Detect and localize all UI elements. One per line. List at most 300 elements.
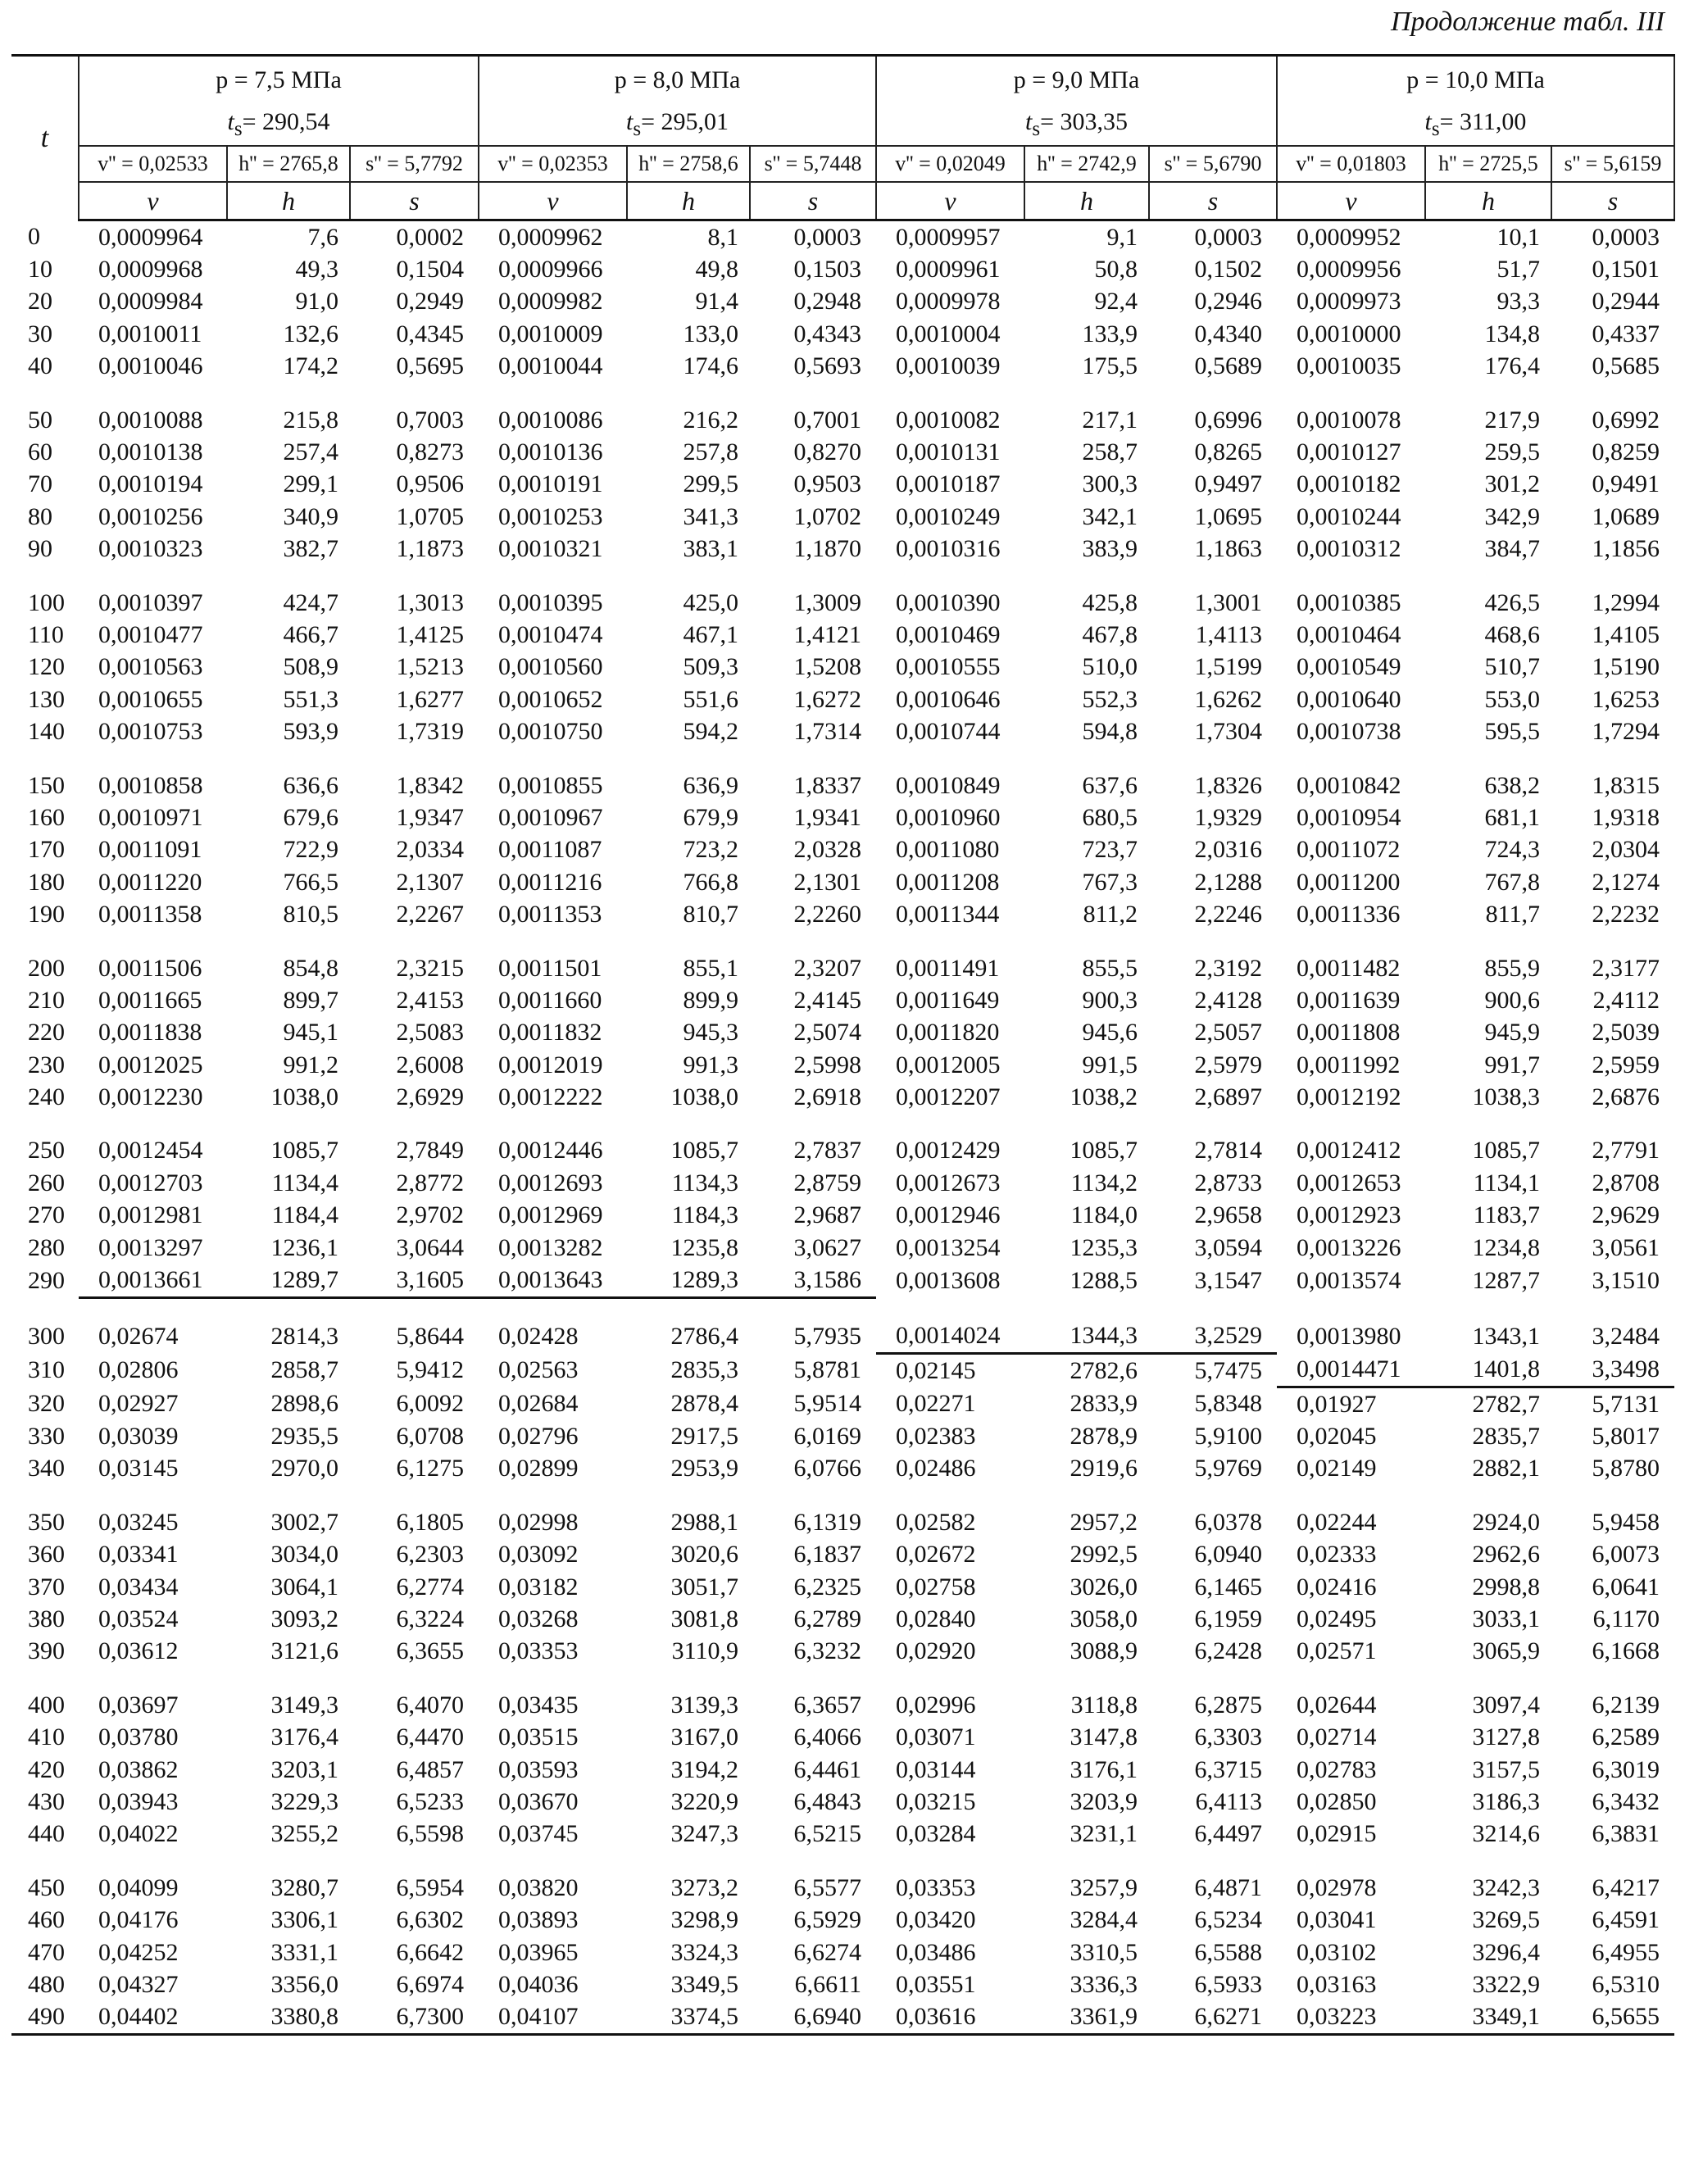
s-cell: 5,9100 [1194,1423,1262,1451]
spacer-cell [11,748,1674,770]
s-cell: 2,8759 [793,1169,861,1196]
group-spacer [11,1485,1674,1506]
h-cell: 2988,1 [670,1508,738,1536]
temperature-cell: 90 [28,535,52,563]
v-cell: 0,03102 [1297,1938,1377,1966]
h-cell: 1401,8 [1425,1354,1551,1387]
v-cell: 0,0010967 [498,803,603,831]
v-cell: 0,0011208 [896,868,1000,896]
v-cell: 0,02978 [1297,1873,1377,1901]
temperature-cell: 140 [28,718,65,746]
s-cell: 2,5979 [1194,1051,1262,1078]
column-symbol: v [876,182,1024,220]
temperature-cell: 160 [28,803,65,831]
table-row [11,351,1674,383]
h-cell: 1184,3 [671,1201,738,1229]
v-cell: 0,0011353 [498,901,602,929]
h-cell: 3214,6 [1472,1820,1540,1848]
h-cell: 467,1 [683,620,738,648]
v-cell: 0,03092 [498,1541,579,1569]
group-spacer [11,1114,1674,1135]
v-cell: 0,0012693 [498,1169,603,1196]
ts-value: = 303,35 [1040,108,1128,135]
s-cell: 2,6918 [793,1083,861,1111]
h-cell: 3269,5 [1472,1906,1540,1934]
s-cell: 3,0561 [1592,1233,1660,1261]
v-cell: 0,02927 [98,1389,179,1417]
s-cell: 2,4153 [396,986,464,1014]
h-cell: 3058,0 [1070,1605,1138,1633]
s-cell: 0,4337 [1592,320,1660,347]
v-cell: 0,0011506 [98,954,202,982]
h-cell: 425,0 [683,588,738,616]
v-cell: 0,0011838 [98,1019,202,1047]
s-cell: 0,5695 [396,352,464,380]
v-cell: 0,0010321 [498,535,603,563]
v-cell: 0,01927 [1297,1390,1377,1418]
v-cell: 0,03163 [1297,1970,1377,1998]
v-cell: 0,02571 [1297,1637,1377,1665]
s-cell: 1,6253 [1592,685,1660,713]
h-cell: 384,7 [1484,535,1540,563]
h-cell: 3220,9 [670,1787,738,1815]
s-cell: 6,5234 [1194,1906,1262,1934]
h-cell: 2878,4 [670,1389,738,1417]
v-cell: 0,0010136 [498,438,603,466]
h-cell: 1038,0 [670,1083,738,1111]
s-cell: 1,4121 [793,620,861,648]
v-cell: 0,0010256 [98,502,203,530]
v-cell: 0,0009973 [1297,288,1401,316]
saturation-value: h'' = 2725,5 [1425,146,1551,182]
s-cell: 2,6897 [1194,1083,1262,1111]
v-cell: 0,0011080 [896,836,1000,864]
temperature-cell: 270 [28,1201,65,1229]
h-cell: 91,4 [695,288,738,316]
v-cell: 0,0012192 [1297,1083,1401,1111]
v-cell: 0,02996 [896,1691,976,1719]
h-cell: 724,3 [1484,836,1540,864]
table-row [11,469,1674,501]
s-cell: 6,4070 [396,1691,464,1719]
h-cell: 3065,9 [1472,1637,1540,1665]
s-cell: 1,7304 [1194,718,1262,746]
temperature-header: t [11,56,79,220]
v-cell: 0,04022 [98,1820,179,1848]
s-cell: 6,5233 [396,1787,464,1815]
v-cell: 0,0013226 [1297,1233,1401,1261]
s-cell: 2,7791 [1592,1137,1660,1165]
h-cell: 2835,3 [670,1356,738,1384]
v-cell: 0,0013282 [498,1233,603,1261]
s-cell: 1,2994 [1592,588,1660,616]
v-cell: 0,0010088 [98,406,203,434]
saturation-value: h'' = 2742,9 [1024,146,1149,182]
h-cell: 2957,2 [1070,1508,1138,1536]
s-cell: 6,5954 [396,1873,464,1901]
v-cell: 0,03697 [98,1691,179,1719]
v-cell: 0,02416 [1297,1573,1377,1601]
s-cell: 0,6996 [1194,406,1262,434]
table-row [11,2001,1674,2035]
table-row [11,984,1674,1016]
s-cell: 1,0689 [1592,502,1660,530]
temperature-cell: 0 [28,222,40,250]
v-cell: 0,0011336 [1297,901,1401,929]
h-cell: 425,8 [1082,588,1138,616]
pressure-header: p = 9,0 МПа [876,56,1277,105]
h-cell: 1344,3 [1024,1320,1149,1354]
h-cell: 1236,1 [270,1233,338,1261]
table-row [11,770,1674,801]
v-cell: 0,0011344 [896,901,1000,929]
v-cell: 0,0011501 [498,954,602,982]
h-cell: 2835,7 [1472,1423,1540,1451]
v-cell: 0,02271 [896,1389,976,1417]
h-cell: 3157,5 [1472,1755,1540,1783]
v-cell: 0,0010323 [98,535,203,563]
v-cell: 0,02149 [1297,1455,1377,1482]
v-cell: 0,0010652 [498,685,603,713]
temperature-cell: 490 [11,2001,79,2035]
s-cell: 6,3224 [396,1605,464,1633]
h-cell: 3296,4 [1472,1938,1540,1966]
s-cell: 0,2944 [1592,288,1660,316]
s-cell: 1,9341 [793,803,861,831]
h-cell: 3020,6 [670,1541,738,1569]
pressure-header: p = 10,0 МПа [1277,56,1674,105]
v-cell: 0,0012429 [896,1137,1001,1165]
saturation-value: s'' = 5,7792 [350,146,479,182]
spacer-cell [11,565,1674,587]
s-cell: 3,3498 [1551,1354,1674,1387]
column-symbol: s [1551,182,1674,220]
saturation-value: h'' = 2765,8 [227,146,350,182]
table-row [11,1571,1674,1603]
v-cell: 0,0010131 [896,438,1001,466]
table-row [11,534,1674,565]
temperature-cell: 30 [28,320,52,347]
s-cell: 3,0627 [793,1233,861,1261]
v-cell: 0,0011639 [1297,986,1401,1014]
v-cell: 0,02840 [896,1605,976,1633]
s-cell: 6,5577 [793,1873,861,1901]
v-cell: 0,02045 [1297,1423,1377,1451]
ts-value: = 295,01 [641,108,729,135]
v-cell: 0,0011992 [1297,1051,1401,1078]
v-cell: 0,02563 [498,1356,579,1384]
saturation-temp-header [479,104,876,146]
s-cell: 2,4112 [1592,986,1660,1014]
h-cell: 1288,5 [1070,1266,1138,1294]
h-cell: 1235,3 [1070,1233,1138,1261]
h-cell: 991,2 [283,1051,338,1078]
v-cell: 0,03144 [896,1755,976,1783]
h-cell: 3176,1 [1070,1755,1138,1783]
v-cell: 0,0009984 [98,288,203,316]
v-cell: 0,02714 [1297,1723,1377,1751]
s-cell: 1,4125 [396,620,464,648]
h-cell: 3324,3 [670,1938,738,1966]
s-cell: 6,1837 [793,1541,861,1569]
table-row [11,1167,1674,1199]
ts-value: = 311,00 [1439,108,1527,135]
v-cell: 0,03593 [498,1755,579,1783]
temperature-cell: 380 [28,1605,65,1633]
s-cell: 6,4843 [793,1787,861,1815]
s-cell: 0,4345 [396,320,464,347]
v-cell: 0,0009957 [896,223,1001,251]
v-cell: 0,0010316 [896,535,1001,563]
table-row [11,1539,1674,1571]
temperature-cell: 400 [28,1691,65,1719]
s-cell: 6,4497 [1194,1820,1262,1848]
s-cell: 3,0594 [1194,1233,1262,1261]
s-cell: 2,4145 [793,986,861,1014]
v-cell: 0,0010646 [896,685,1001,713]
v-cell: 0,0010253 [498,502,603,530]
temperature-cell: 300 [28,1323,65,1351]
h-cell: 3310,5 [1070,1938,1138,1966]
s-cell: 6,3657 [793,1691,861,1719]
v-cell: 0,0009978 [896,288,1001,316]
s-cell: 2,9702 [396,1201,464,1229]
v-cell: 0,0010035 [1297,352,1401,380]
h-cell: 3051,7 [670,1573,738,1601]
h-cell: 510,0 [1082,653,1138,681]
saturation-value: h'' = 2758,6 [627,146,750,182]
v-cell: 0,0010744 [896,718,1001,746]
s-cell: 6,6940 [750,2001,876,2035]
h-cell: 1085,7 [270,1137,338,1165]
s-cell: 2,1301 [793,868,861,896]
s-cell: 2,6876 [1592,1083,1660,1111]
ts-symbol: t [227,108,234,135]
s-cell: 6,3232 [793,1637,861,1665]
h-cell: 3026,0 [1070,1573,1138,1601]
s-cell: 6,5655 [1551,2001,1674,2035]
h-cell: 509,3 [683,653,738,681]
s-cell: 6,4113 [1195,1787,1262,1815]
h-cell: 1184,4 [271,1201,338,1229]
h-cell: 299,1 [283,470,338,498]
h-cell: 855,9 [1484,954,1540,982]
h-cell: 3322,9 [1472,1970,1540,1998]
saturation-value: s'' = 5,6159 [1551,146,1674,182]
h-cell: 49,3 [295,256,338,284]
s-cell: 2,8708 [1592,1169,1660,1196]
s-cell: 6,4591 [1592,1906,1660,1934]
temperature-cell: 480 [28,1970,65,1998]
s-cell: 1,5199 [1194,653,1262,681]
v-cell: 0,0010858 [98,771,203,799]
s-cell: 6,1805 [396,1508,464,1536]
s-cell: 6,2589 [1592,1723,1660,1751]
h-cell: 10,1 [1496,223,1540,251]
s-cell: 6,1465 [1194,1573,1262,1601]
h-cell: 424,7 [283,588,338,616]
temperature-cell: 260 [28,1169,65,1196]
h-cell: 301,2 [1484,470,1540,498]
table-row [11,619,1674,651]
temperature-cell: 150 [28,771,65,799]
v-cell: 0,0011216 [498,868,602,896]
temperature-cell: 50 [28,406,52,434]
h-cell: 1085,7 [1070,1137,1138,1165]
h-cell: 133,9 [1082,320,1138,347]
v-cell: 0,0010395 [498,588,603,616]
v-cell: 0,02674 [98,1323,179,1351]
h-cell: 2919,6 [1070,1455,1138,1482]
h-cell: 2882,1 [1472,1455,1540,1482]
s-cell: 1,8315 [1592,771,1660,799]
table-row [11,404,1674,436]
h-cell: 1289,3 [627,1264,750,1297]
s-cell: 0,9506 [396,470,464,498]
s-cell: 6,1170 [1592,1605,1660,1633]
h-cell: 3176,4 [270,1723,338,1751]
column-symbol: h [627,182,750,220]
v-cell: 0,0010971 [98,803,203,831]
table-row [11,1818,1674,1850]
table-row [11,1786,1674,1818]
s-cell: 6,3655 [396,1637,464,1665]
table-row [11,801,1674,833]
temperature-cell: 360 [28,1541,65,1569]
v-cell: 0,02486 [896,1455,976,1482]
table-row [11,1354,1674,1387]
h-cell: 594,2 [683,718,738,746]
v-cell: 0,02428 [498,1323,579,1351]
h-cell: 3349,1 [1425,2001,1551,2035]
h-cell: 3110,9 [671,1637,738,1665]
s-cell: 2,1274 [1592,868,1660,896]
v-cell: 0,0010249 [896,502,1001,530]
temperature-cell: 420 [28,1755,65,1783]
h-cell: 3306,1 [270,1906,338,1934]
table-row [11,1017,1674,1049]
h-cell: 1287,7 [1472,1266,1540,1294]
s-cell: 3,0644 [396,1233,464,1261]
s-cell: 2,9687 [793,1201,861,1229]
v-cell: 0,0014471 [1277,1354,1425,1387]
column-symbol: v [79,182,227,220]
v-cell: 0,04402 [79,2001,227,2035]
s-cell: 5,9514 [793,1389,861,1417]
h-cell: 3097,4 [1472,1691,1540,1719]
v-cell: 0,0010011 [98,320,202,347]
h-cell: 723,7 [1082,836,1138,864]
s-cell: 2,6008 [396,1051,464,1078]
v-cell: 0,0012454 [98,1137,203,1165]
h-cell: 133,0 [683,320,738,347]
v-cell: 0,0012923 [1297,1201,1401,1229]
v-cell: 0,03616 [876,2001,1024,2035]
s-cell: 6,0940 [1194,1541,1262,1569]
s-cell: 6,2325 [793,1573,861,1601]
h-cell: 1134,4 [271,1169,338,1196]
s-cell: 2,5074 [793,1019,861,1047]
h-cell: 2858,7 [270,1356,338,1384]
v-cell: 0,03268 [498,1605,579,1633]
temperature-cell: 450 [28,1873,65,1901]
s-cell: 6,5588 [1194,1938,1262,1966]
temperature-cell: 120 [28,653,65,681]
s-cell: 6,4955 [1592,1938,1660,1966]
v-cell: 0,0010044 [498,352,603,380]
v-cell: 0,03524 [98,1605,179,1633]
h-cell: 1183,7 [1473,1201,1540,1229]
h-cell: 767,8 [1484,868,1540,896]
s-cell: 6,5933 [1194,1970,1262,1998]
table-row [11,1968,1674,2000]
v-cell: 0,0010474 [498,620,603,648]
h-cell: 175,5 [1082,352,1138,380]
v-cell: 0,0010563 [98,653,203,681]
column-symbol: h [227,182,350,220]
s-cell: 2,2232 [1592,901,1660,929]
h-cell: 341,3 [683,502,738,530]
h-cell: 1343,1 [1472,1323,1540,1351]
s-cell: 5,8780 [1592,1455,1660,1482]
s-cell: 0,0003 [793,223,861,251]
s-cell: 6,3432 [1592,1787,1660,1815]
s-cell: 1,6277 [396,685,464,713]
s-cell: 6,0641 [1592,1573,1660,1601]
ts-subscript: s [633,118,642,140]
v-cell: 0,02758 [896,1573,976,1601]
s-cell: 2,0304 [1592,836,1660,864]
v-cell: 0,0010046 [98,352,203,380]
s-cell: 5,7131 [1592,1390,1660,1418]
h-cell: 3380,8 [227,2001,350,2035]
h-cell: 382,7 [283,535,338,563]
s-cell: 6,7300 [350,2001,479,2035]
s-cell: 6,0092 [396,1389,464,1417]
s-cell: 5,8644 [396,1323,464,1351]
h-cell: 3118,8 [1070,1691,1138,1719]
s-cell: 0,8273 [396,438,464,466]
s-cell: 2,5039 [1592,1019,1660,1047]
temperature-cell: 330 [28,1423,65,1451]
h-cell: 3349,5 [670,1970,738,1998]
h-cell: 1184,0 [1070,1201,1138,1229]
v-cell: 0,0010560 [498,653,603,681]
table-row [11,587,1674,619]
h-cell: 593,9 [283,718,338,746]
h-cell: 900,6 [1484,986,1540,1014]
temperature-cell: 280 [28,1233,65,1261]
temperature-cell: 180 [28,868,65,896]
h-cell: 174,2 [283,352,338,380]
s-cell: 1,7319 [396,718,464,746]
v-cell: 0,0012946 [896,1201,1001,1229]
spacer-cell [11,383,1674,404]
h-cell: 217,9 [1484,406,1540,434]
table-row [11,1200,1674,1232]
v-cell: 0,0010640 [1297,685,1401,713]
s-cell: 1,1870 [793,535,861,563]
h-cell: 383,9 [1082,535,1138,563]
s-cell: 6,6611 [794,1970,861,1998]
v-cell: 0,02644 [1297,1691,1377,1719]
v-cell: 0,04107 [479,2001,627,2035]
v-cell: 0,0010397 [98,588,203,616]
s-cell: 1,3001 [1194,588,1262,616]
h-cell: 945,6 [1082,1019,1138,1047]
h-cell: 810,5 [283,901,338,929]
s-cell: 1,4113 [1195,620,1262,648]
